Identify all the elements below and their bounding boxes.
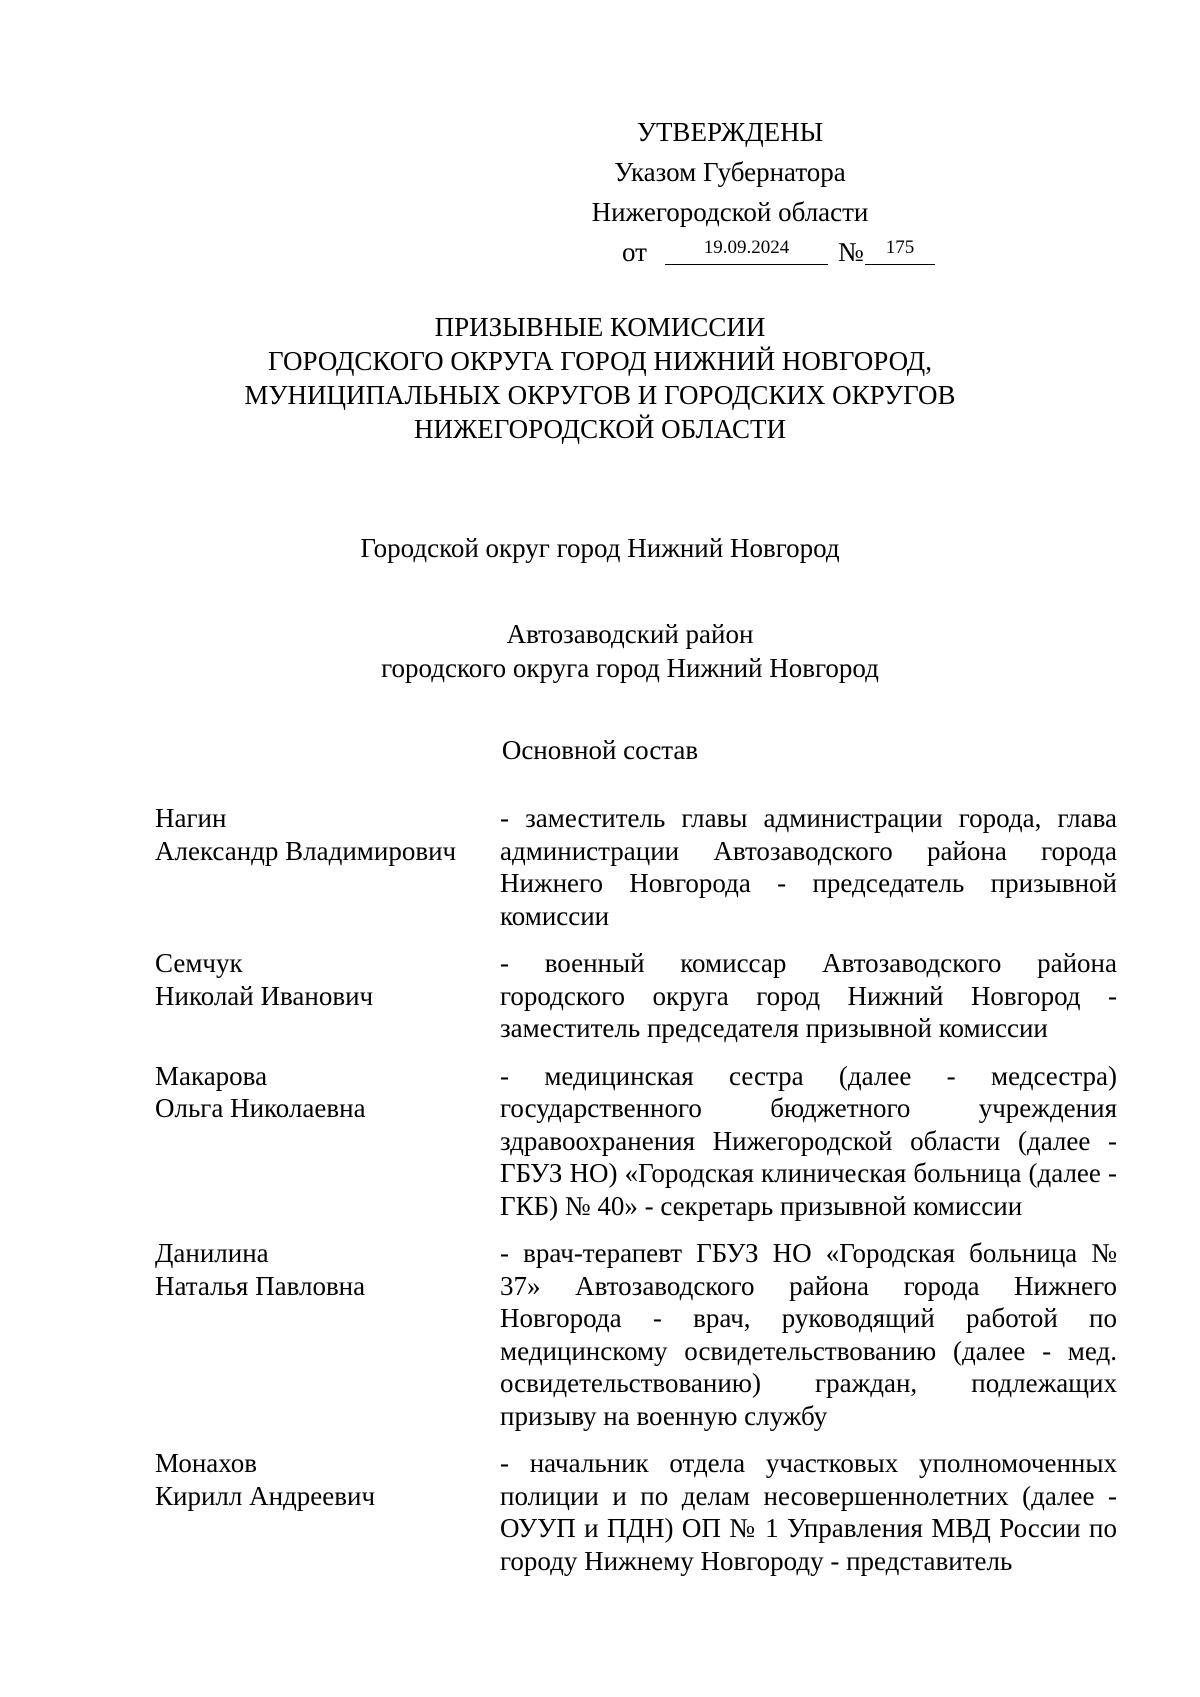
member-row xyxy=(155,1060,1117,1223)
member-name xyxy=(155,1237,500,1432)
member-surname: Семчук xyxy=(155,948,243,978)
approval-number: 175 xyxy=(885,237,915,258)
approval-date-line xyxy=(560,232,915,272)
member-surname: Макарова xyxy=(155,1060,268,1091)
member-name xyxy=(155,802,500,932)
member-name xyxy=(155,947,500,1045)
heading-line: НИЖЕГОРОДСКОЙ ОБЛАСТИ xyxy=(414,414,786,444)
member-row xyxy=(155,802,1117,932)
subdistrict-line-2: городского округа город Нижний Новгород xyxy=(381,653,879,683)
member-surname: Нагин xyxy=(155,803,227,833)
member-row xyxy=(155,947,1117,1045)
approval-line-2: Нижегородской области xyxy=(591,197,869,227)
member-role: - заместитель главы администрации города, глава администрации Автозаводского района города Нижнего Новгорода - председатель призывной комиссии xyxy=(500,803,1117,931)
member-row xyxy=(155,1447,1117,1577)
subdistrict-line-1: Автозаводский район xyxy=(506,619,754,649)
approval-title: УТВЕРЖДЕНЫ xyxy=(636,117,824,147)
member-given-name: Александр Владимирович xyxy=(155,835,457,866)
member-role: - медицинская сестра (далее - медсестра) государственного бюджетного учреждения здравоохранения Нижегородской области (далее - ГБУЗ НО) «Городская клиническая больница (далее - ГКБ) № 40» - секретарь призывной комиссии xyxy=(500,1060,1117,1221)
subdistrict-title xyxy=(0,617,1200,685)
member-role: - начальник отдела участковых уполномоченных полиции и по делам несовершеннолетних (далее - ОУУП и ПДН) ОП № 1 Управления МВД России по городу Нижнему Новгороду - представитель xyxy=(500,1448,1117,1576)
approval-line-1: Указом Губернатора xyxy=(614,157,846,187)
number-sign: № xyxy=(838,237,864,267)
member-given-name: Кирилл Андреевич xyxy=(155,1480,376,1511)
heading-line: ПРИЗЫВНЫЕ КОМИССИИ xyxy=(434,312,766,342)
members-list xyxy=(155,802,1117,1592)
approval-date: 19.09.2024 xyxy=(703,237,790,258)
member-surname: Данилина xyxy=(155,1238,269,1268)
document-heading xyxy=(0,310,1200,446)
date-field xyxy=(665,232,828,265)
heading-line: ГОРОДСКОГО ОКРУГА ГОРОД НИЖНИЙ НОВГОРОД, xyxy=(268,346,932,376)
member-name xyxy=(155,1060,500,1223)
member-given-name: Наталья Павловна xyxy=(155,1270,366,1301)
heading-line: МУНИЦИПАЛЬНЫХ ОКРУГОВ И ГОРОДСКИХ ОКРУГОВ xyxy=(244,380,956,410)
member-name xyxy=(155,1447,500,1577)
composition-title: Основной состав xyxy=(501,735,699,765)
district-title: Городской округ город Нижний Новгород xyxy=(360,533,840,563)
member-role: - военный комиссар Автозаводского района городского округа город Нижний Новгород - заместитель председателя призывной комиссии xyxy=(500,948,1117,1043)
number-field xyxy=(865,232,935,265)
date-prefix: от xyxy=(622,237,647,267)
member-given-name: Николай Иванович xyxy=(155,980,374,1011)
approval-block xyxy=(560,112,915,272)
member-row xyxy=(155,1237,1117,1432)
member-given-name: Ольга Николаевна xyxy=(155,1093,366,1123)
member-role: - врач-терапевт ГБУЗ НО «Городская больница № 37» Автозаводского района города Нижнего Новгорода - врач, руководящий работой по медицинскому освидетельствованию (далее - мед. освидетельствованию) граждан, подлежащих призыву на военную службу xyxy=(500,1238,1117,1431)
member-surname: Монахов xyxy=(155,1448,257,1478)
